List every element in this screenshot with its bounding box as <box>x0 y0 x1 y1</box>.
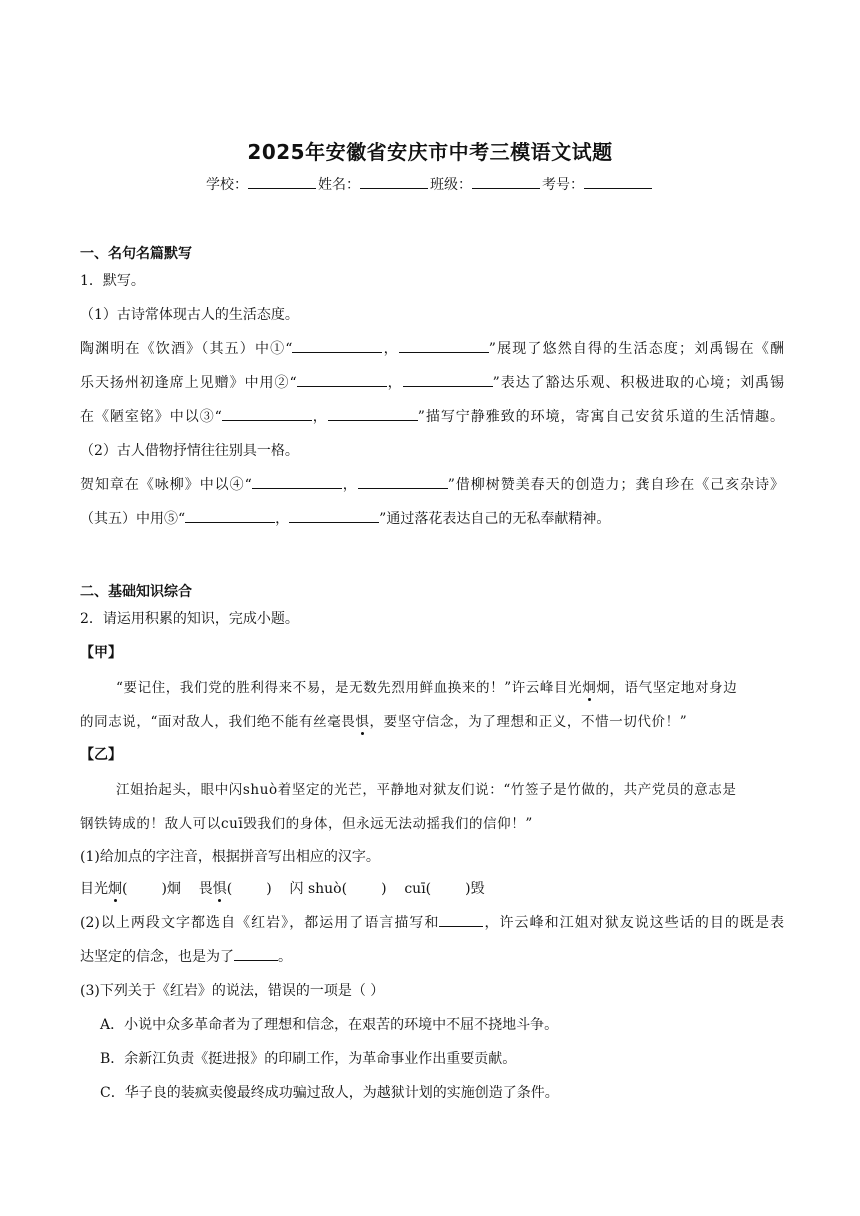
school-label: 学校： <box>206 177 248 193</box>
q1-line4: 贺知章在《咏柳》中以④“ ， ”借柳树赞美春天的创造力；龚自珍在《己亥杂诗》 <box>80 477 785 493</box>
class-blank[interactable] <box>472 176 540 189</box>
blank-purpose[interactable] <box>234 948 278 961</box>
passage-yi-label: 【乙】 <box>80 747 122 763</box>
sub-question-3: (3)下列关于《红岩》的说法，错误的一项是（ ） <box>80 983 385 999</box>
blank-1a[interactable] <box>292 340 382 353</box>
q1-line3: 在《陋室铭》中以③“ ， ”描写宁静雅致的环境，寄寓自己安贫乐道的生活情趣。 <box>80 409 785 425</box>
student-info-line <box>0 174 860 194</box>
section1-heading: 一、名句名篇默写 <box>80 246 192 262</box>
sub-question-2-line1: (2)以上两段文字都选自《红岩》，都运用了语言描写和 ，许云峰和江姐对狱友说这些话的目的既是表 <box>80 915 784 931</box>
q1-part2-intro: （2）古人借物抒情往往别具一格。 <box>80 443 299 459</box>
q1-line2: 乐天扬州初逢席上见赠》中用②“ ， ”表达了豁达乐观、积极进取的心境；刘禹锡 <box>80 375 785 391</box>
blank-3a[interactable] <box>222 408 312 421</box>
blank-technique[interactable] <box>439 914 483 927</box>
option-c[interactable]: C．华子良的装疯卖傻最终成功骗过敌人，为越狱计划的实施创造了条件。 <box>100 1085 559 1101</box>
blank-5a[interactable] <box>185 510 275 523</box>
passage-jia-label: 【甲】 <box>80 645 122 661</box>
class-label: 班级： <box>430 177 472 193</box>
sub-question-1-items: 目光炯( )炯 畏惧( ) 闪 shuò( ) cuī( )毁 <box>80 881 485 897</box>
name-blank[interactable] <box>360 176 428 189</box>
sub-question-2-line2: 达坚定的信念，也是为了 。 <box>80 949 292 965</box>
blank-4b[interactable] <box>358 476 448 489</box>
blank-2a[interactable] <box>297 374 387 387</box>
section2-heading: 二、基础知识综合 <box>80 584 192 600</box>
blank-1b[interactable] <box>399 340 489 353</box>
q1-stem: 1．默写。 <box>80 273 145 289</box>
passage-jia-line1: “要记住，我们党的胜利得来不易，是无数先烈用鲜血换来的！”许云峰目光炯炯，语气坚定地对身边 <box>116 680 738 696</box>
passage-yi-line1: 江姐抬起头，眼中闪shuò着坚定的光芒，平静地对狱友们说：“竹签子是竹做的，共产党员的意志是 <box>116 782 737 798</box>
q1-line1: 陶渊明在《饮酒》（其五）中①“ ， ”展现了悠然自得的生活态度；刘禹锡在《酬 <box>80 341 785 357</box>
q1-part1-intro: （1）古诗常体现古人的生活态度。 <box>80 307 299 323</box>
option-a[interactable]: A．小说中众多革命者为了理想和信念，在艰苦的环境中不屈不挠地斗争。 <box>100 1017 559 1033</box>
dotted-char-jiong: 炯 <box>582 680 597 696</box>
number-blank[interactable] <box>584 176 652 189</box>
q1-line5: （其五）中用⑤“ ， ”通过落花表达自己的无私奉献精神。 <box>80 511 611 527</box>
dotted-char-ju: 惧 <box>355 714 370 730</box>
sub-question-1: (1)给加点的字注音，根据拼音写出相应的汉字。 <box>80 849 380 865</box>
blank-2b[interactable] <box>403 374 493 387</box>
number-label: 考号： <box>542 177 584 193</box>
passage-yi-line2: 钢铁铸成的！敌人可以cuī毁我们的身体，但永远无法动摇我们的信仰！” <box>80 816 533 832</box>
school-blank[interactable] <box>248 176 316 189</box>
blank-5b[interactable] <box>289 510 379 523</box>
page-title: 2025年安徽省安庆市中考三模语文试题 <box>247 140 613 164</box>
passage-jia-line2: 的同志说，“面对敌人，我们绝不能有丝毫畏惧，要坚守信念，为了理想和正义，不惜一切代价！” <box>80 714 688 730</box>
name-label: 姓名： <box>318 177 360 193</box>
blank-3b[interactable] <box>328 408 418 421</box>
option-b[interactable]: B．余新江负责《挺进报》的印刷工作，为革命事业作出重要贡献。 <box>100 1051 517 1067</box>
blank-4a[interactable] <box>252 476 342 489</box>
q2-stem: 2．请运用积累的知识，完成小题。 <box>80 611 299 627</box>
